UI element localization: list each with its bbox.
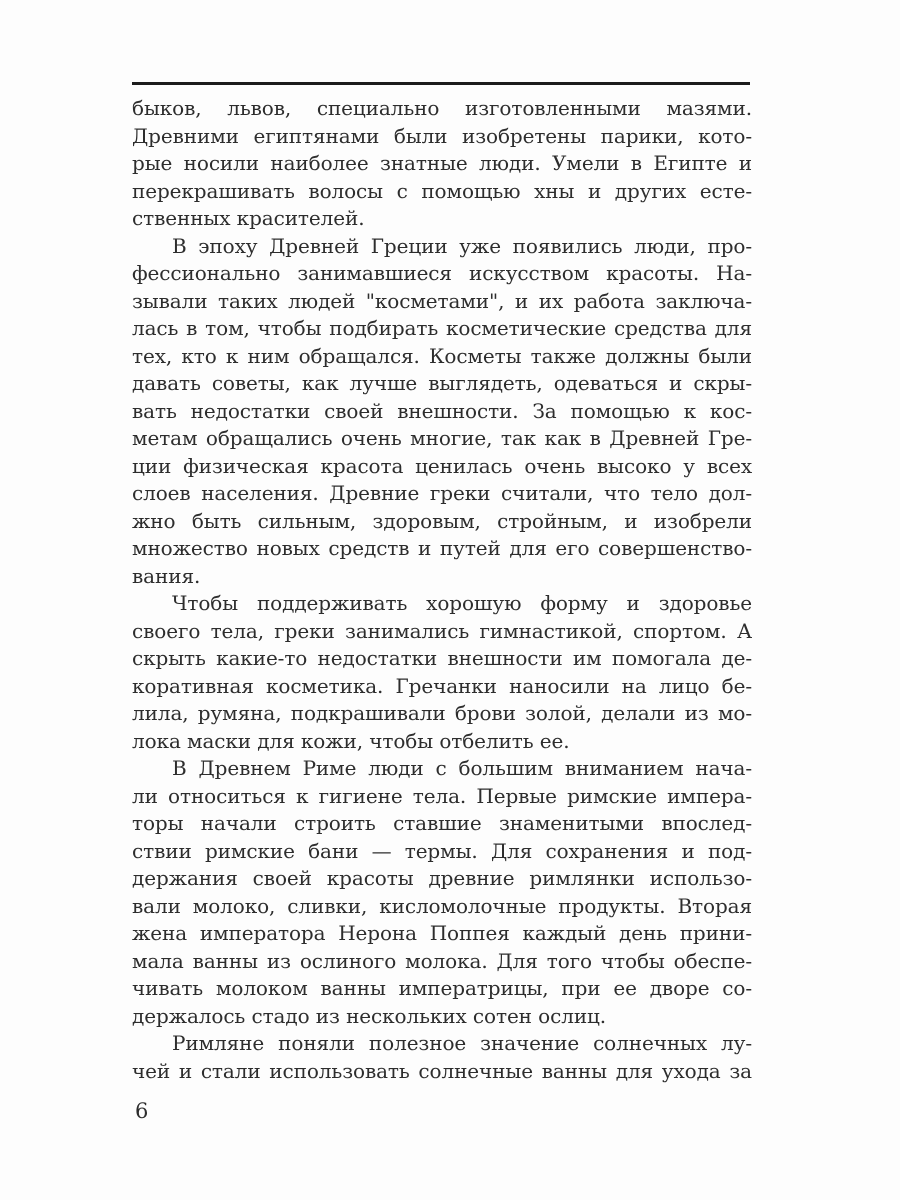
text-line: Чтобы поддерживать хорошую форму и здоровье xyxy=(172,591,752,615)
text-line: жена императора Нерона Поппея каждый день прини- xyxy=(132,921,752,945)
text-line: слоев населения. Древние греки считали, что тело дол- xyxy=(132,481,752,505)
text-line: чей и стали использовать солнечные ванны для ухода за xyxy=(132,1058,752,1083)
text-line: В Древнем Риме люди с большим вниманием нача- xyxy=(172,756,752,780)
text-line: ственных красителей. xyxy=(132,206,365,230)
text-line: держалось стадо из нескольких сотен ослиц. xyxy=(132,1003,607,1028)
paragraph xyxy=(132,95,752,233)
text-line: ствии римские бани — термы. Для сохранения и под- xyxy=(132,838,752,863)
text-column xyxy=(132,95,752,1085)
text-line: метам обращались очень многие, так как в Древней Гре- xyxy=(132,426,752,450)
paragraph xyxy=(132,233,752,591)
header-divider-rule xyxy=(132,82,750,85)
text-line: тех, кто к ним обращался. Косметы также должны были xyxy=(132,343,752,368)
text-line: быков, львов, специально изготовленными мазями. xyxy=(132,96,752,120)
text-line: перекрашивать волосы с помощью хны и других есте- xyxy=(132,178,752,203)
text-line: ции физическая красота ценилась очень высоко у всех xyxy=(132,453,752,478)
text-line: держания своей красоты древние римлянки использо- xyxy=(132,866,752,890)
text-line: вания. xyxy=(132,563,201,588)
text-line: лась в том, чтобы подбирать косметические средства для xyxy=(132,316,752,340)
text-line: давать советы, как лучше выглядеть, одеваться и скры- xyxy=(132,371,752,395)
text-line: ли относиться к гигиене тела. Первые римские импера- xyxy=(132,783,752,808)
paragraph xyxy=(132,590,752,755)
text-line: торы начали строить ставшие знаменитыми впослед- xyxy=(132,811,752,835)
text-line: множество новых средств и путей для его совершенство- xyxy=(132,536,752,560)
text-line: жно быть сильным, здоровым, стройным, и изобрели xyxy=(132,508,752,533)
paragraph xyxy=(132,1030,752,1085)
text-line: лока маски для кожи, чтобы отбелить ее. xyxy=(132,728,570,753)
page-content xyxy=(132,82,752,1085)
text-line: вали молоко, сливки, кисломолочные продукты. Вторая xyxy=(132,893,752,918)
text-line: коративная косметика. Гречанки наносили на лицо бе- xyxy=(132,673,752,698)
text-line: скрыть какие-то недостатки внешности им помогала де- xyxy=(132,646,752,670)
text-line: рые носили наиболее знатные люди. Умели в Египте и xyxy=(132,151,752,175)
paragraph xyxy=(132,755,752,1030)
text-line: Древними египтянами были изобретены парики, кото- xyxy=(132,123,752,148)
text-line: фессионально занимавшиеся искусством красоты. На- xyxy=(132,261,752,285)
text-line: В эпоху Древней Греции уже появились люди, про- xyxy=(172,233,752,258)
text-line: вать недостатки своей внешности. За помощью к кос- xyxy=(132,398,752,423)
page-number: 6 xyxy=(135,1099,149,1123)
text-line: зывали таких людей "косметами", и их работа заключа- xyxy=(132,288,752,313)
text-line: своего тела, греки занимались гимнастикой, спортом. А xyxy=(132,618,752,643)
text-line: Римляне поняли полезное значение солнечных лу- xyxy=(172,1031,752,1055)
text-line: лила, румяна, подкрашивали брови золой, делали из мо- xyxy=(132,701,752,725)
text-line: мала ванны из ослиного молока. Для того чтобы обеспе- xyxy=(132,948,752,973)
text-line: чивать молоком ванны императрицы, при ее дворе со- xyxy=(132,976,752,1000)
